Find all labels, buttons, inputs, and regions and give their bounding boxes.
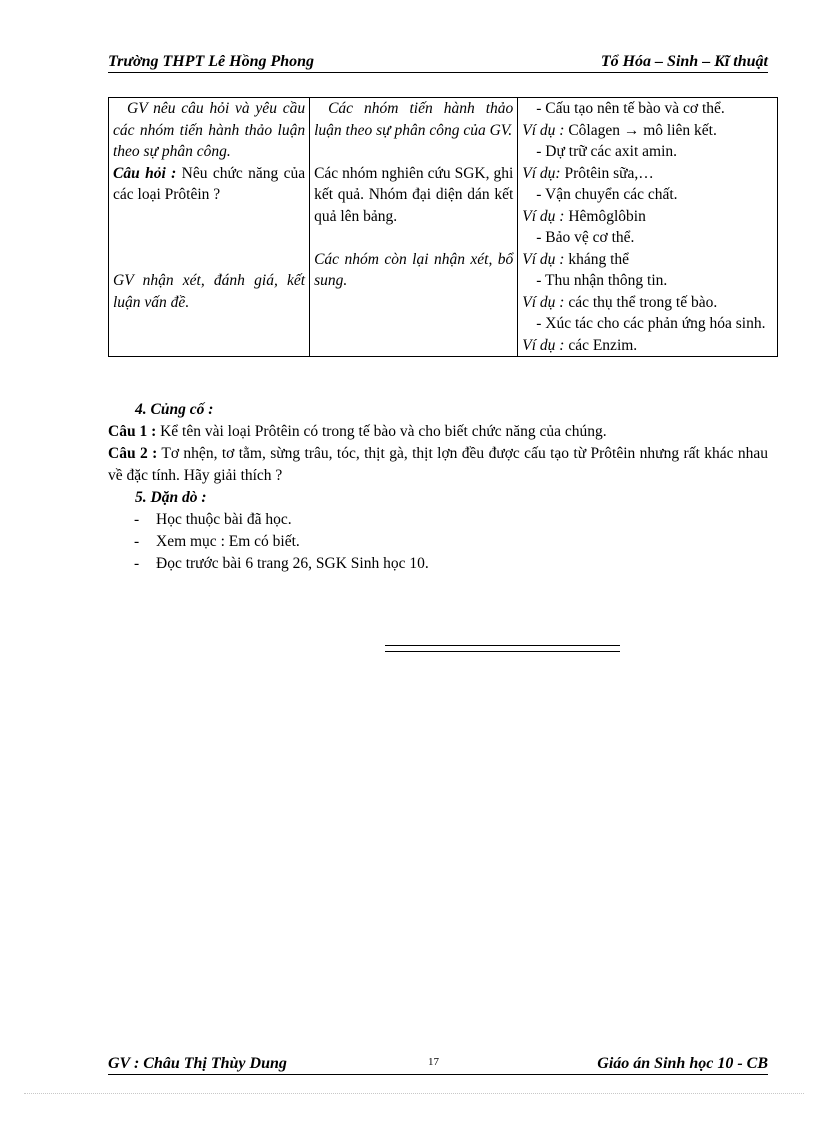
teacher-paragraph-1: GV nêu câu hỏi và yêu cầu các nhóm tiến hành thảo luận theo sự phân công.: [113, 100, 306, 160]
teacher-name: GV : Châu Thị Thùy Dung: [108, 1055, 287, 1072]
function-3: - Vận chuyển các chất.: [536, 186, 678, 203]
teacher-paragraph-3: GV nhận xét, đánh giá, kết luận vấn đề.: [113, 272, 306, 311]
example-4: Ví dụ : kháng thể: [522, 250, 630, 268]
example-1: Ví dụ : Côlagen → mô liên kết.: [522, 121, 717, 139]
list-item: - Học thuộc bài đã học.: [134, 511, 292, 528]
student-paragraph-1: Các nhóm tiến hành thảo luận theo sự phân công của GV.: [314, 100, 514, 139]
example-2: Ví dụ: Prôtêin sữa,…: [522, 164, 654, 182]
function-2: - Dự trữ các axit amin.: [536, 143, 678, 160]
example-5: Ví dụ : các thụ thể trong tế bào.: [522, 293, 718, 311]
function-4: - Bảo vệ cơ thể.: [536, 229, 635, 246]
student-paragraph-3: Các nhóm còn lại nhận xét, bổ sung.: [314, 250, 514, 289]
list-item: - Xem mục : Em có biết.: [134, 533, 300, 550]
lesson-footer-sections: [108, 399, 768, 575]
question-text: Nêu chức năng của các loại Prôtêin ?: [113, 164, 306, 203]
school-name: Trường THPT Lê Hồng Phong: [108, 53, 315, 70]
page-number: 17: [428, 1056, 439, 1068]
content-cell: [518, 98, 778, 357]
function-6: - Xúc tác cho các phản ứng hóa sinh.: [536, 315, 766, 332]
consolidation-question-2: Câu 2 : Tơ nhện, tơ tằm, sừng trâu, tóc, thịt gà, thịt lợn đều được cấu tạo từ Prôtêin nhưng rất khác nhau về đặc tính. Hãy giải thích ?: [108, 445, 768, 484]
lesson-table: [108, 97, 778, 357]
question-label: Câu hỏi :: [113, 164, 177, 182]
teacher-question: [113, 163, 305, 206]
consolidation-title: 4. Củng cố :: [135, 401, 214, 418]
student-paragraph-2: Các nhóm nghiên cứu SGK, ghi kết quả. Nhóm đại diện dán kết quả lên bảng.: [314, 164, 514, 225]
homework-list: [108, 509, 768, 575]
function-1: - Cấu tạo nên tế bào và cơ thể.: [536, 100, 725, 117]
page-edge-line: [24, 1093, 804, 1094]
student-activity-cell: [310, 98, 518, 357]
page-header: [108, 50, 768, 73]
table-row: [109, 98, 778, 357]
page-footer: [108, 1052, 768, 1075]
teacher-activity-cell: [109, 98, 310, 357]
consolidation-question-1: Câu 1 : Kể tên vài loại Prôtêin có trong tế bào và cho biết chức năng của chúng.: [108, 423, 607, 440]
department-name: Tổ Hóa – Sinh – Kĩ thuật: [600, 53, 768, 70]
example-3: Ví dụ : Hêmôglôbin: [522, 207, 646, 225]
subject-name: Giáo án Sinh học 10 - CB: [597, 1055, 768, 1072]
section-divider: [385, 645, 620, 652]
function-5: - Thu nhận thông tin.: [536, 272, 668, 289]
homework-title: 5. Dặn dò :: [135, 489, 207, 506]
list-item: - Đọc trước bài 6 trang 26, SGK Sinh học 10.: [134, 555, 429, 572]
example-6: Ví dụ : các Enzim.: [522, 336, 638, 354]
